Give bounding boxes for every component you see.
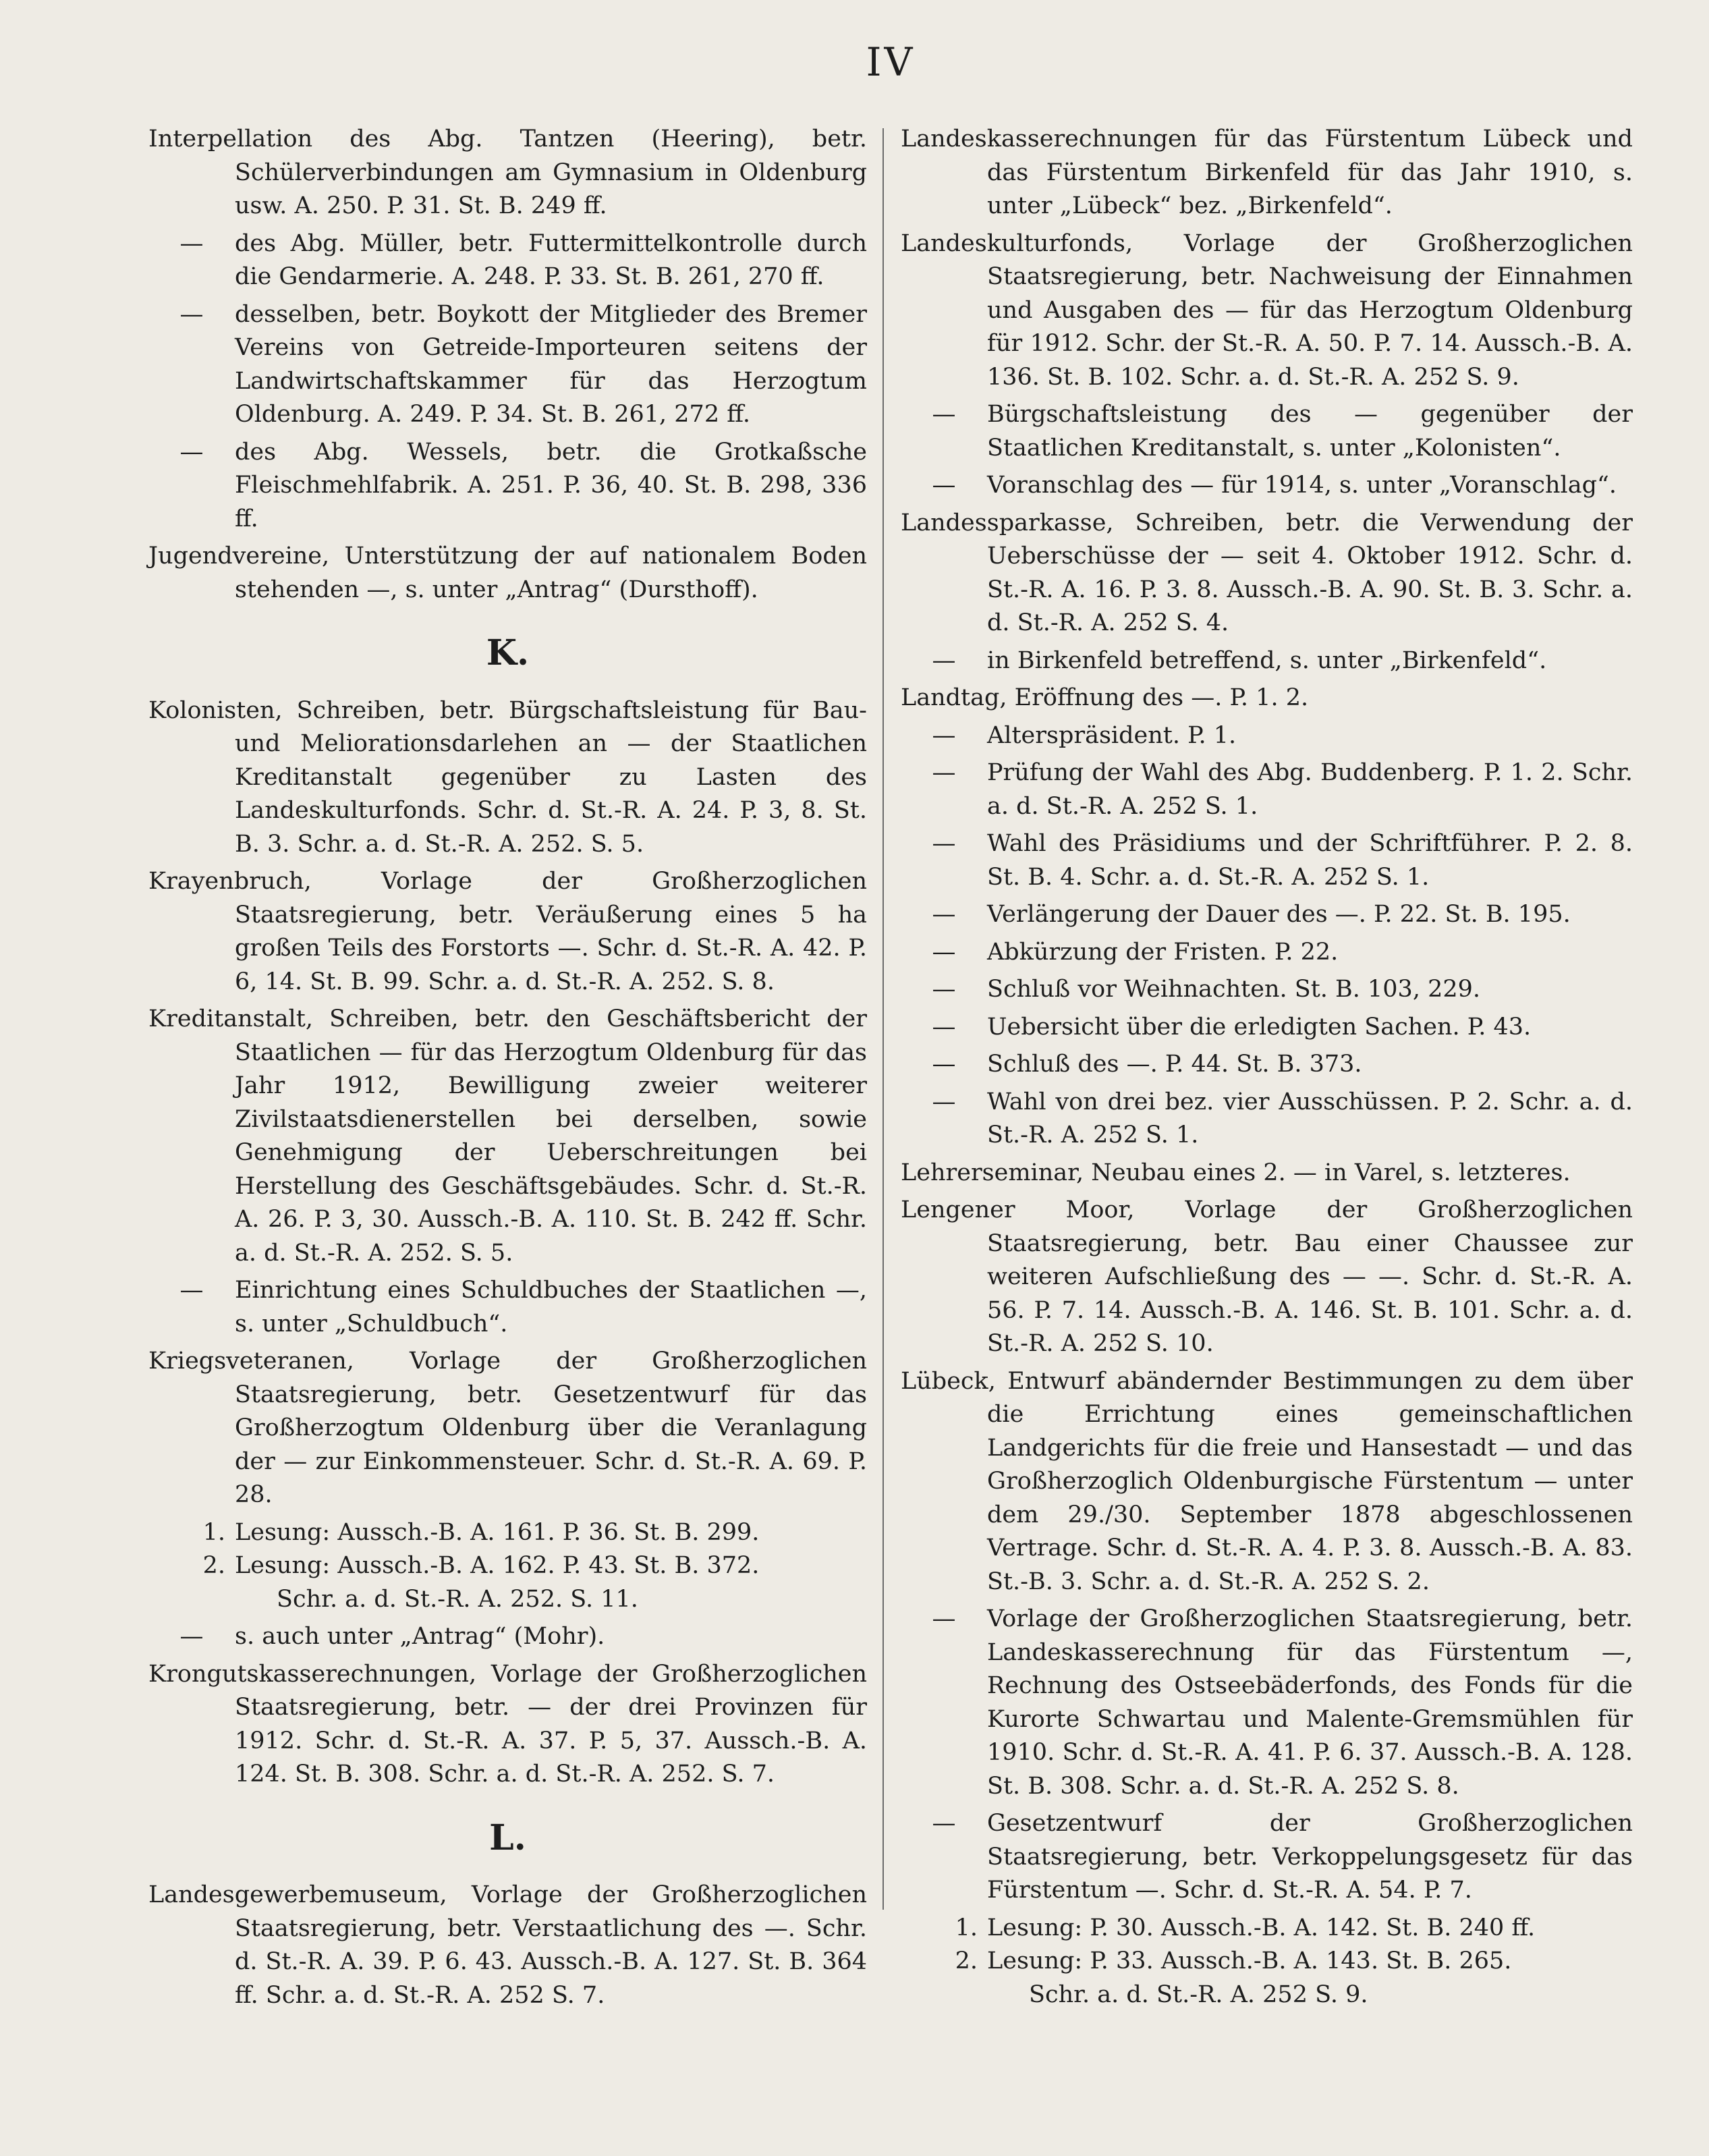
ditto-dash: — (932, 1051, 956, 1078)
index-entry (901, 682, 1633, 715)
index-entry (148, 540, 867, 607)
index-subentry (901, 398, 1633, 465)
index-entry (148, 865, 867, 999)
index-entry (148, 1879, 867, 2012)
ditto-dash: — (932, 1605, 956, 1632)
ditto-dash: — (179, 1623, 204, 1650)
ditto-dash: — (179, 229, 204, 257)
subentry-text: Wahl des Präsidiums und der Schriftführer. P. 2. 8. St. B. 4. Schr. a. d. St.-R. A. 252 S. 1. (987, 830, 1633, 891)
index-subentry (901, 827, 1633, 894)
ditto-dash: — (932, 472, 956, 499)
ditto-dash: — (932, 1088, 956, 1115)
entry-text: Kriegsveteranen, Vorlage der Großherzoglichen Staatsregierung, betr. Gesetzentwurf für das Großherzogtum Oldenburg über die Veranlagung der — zur Einkommensteuer. Schr. d. St.-R. A. 69. P. 28. (148, 1348, 867, 1508)
ditto-dash: — (932, 976, 956, 1003)
subentry-text: desselben, betr. Boykott der Mitglieder des Bremer Vereins von Getreide-Importeuren seitens der Landwirtschaftskammer für das Herzogtum Oldenburg. A. 249. P. 34. St. B. 261, 272 ff. (235, 300, 867, 428)
left-entries-l (148, 1879, 867, 2012)
index-subentry (901, 1086, 1633, 1153)
index-subentry (148, 227, 867, 294)
entry-text: Landtag, Eröffnung des —. P. 1. 2. (901, 684, 1309, 711)
left-entries (148, 123, 867, 607)
subentry-text: Uebersicht über die erledigten Sachen. P. 43. (987, 1013, 1532, 1041)
subentry-text: s. auch unter „Antrag“ (Mohr). (235, 1623, 605, 1650)
index-subentry (901, 756, 1633, 823)
reading-text: Lesung: P. 33. Aussch.-B. A. 143. St. B. 265. (987, 1947, 1512, 1974)
reading-text: Lesung: Aussch.-B. A. 162. P. 43. St. B. 372. (235, 1552, 760, 1579)
subentry-text: Wahl von drei bez. vier Ausschüssen. P. 2. Schr. a. d. St.-R. A. 252 S. 1. (987, 1088, 1633, 1149)
section-heading-k: K. (486, 632, 530, 673)
index-subentry (148, 436, 867, 536)
reading-number: 1. (955, 1914, 978, 1941)
subentry-text: Bürgschaftsleistung des — gegenüber der Staatlichen Kreditanstalt, s. unter „Kolonisten“. (987, 401, 1633, 462)
index-subentry (901, 719, 1633, 753)
continuation-line: Schr. a. d. St.-R. A. 252. S. 11. (277, 1585, 638, 1613)
ditto-dash: — (932, 759, 956, 786)
reading-line (148, 1516, 867, 1550)
reading-line (901, 1912, 1633, 1945)
ditto-dash: — (932, 1013, 956, 1041)
index-entry (901, 1194, 1633, 1361)
ditto-dash: — (932, 938, 956, 966)
index-entry (901, 507, 1633, 640)
reading-number: 2. (202, 1552, 225, 1579)
index-subentry (901, 1011, 1633, 1045)
subentry-text: Voranschlag des — für 1914, s. unter „Voranschlag“. (987, 472, 1617, 499)
entry-text: Landessparkasse, Schreiben, betr. die Verwendung der Ueberschüsse der — seit 4. Oktober 1912. Schr. d. St.-R. A. 16. P. 3. 8. Aussch.-B. A. 90. St. B. 3. Schr. a. d. St.-R. A. 252 S. 4. (901, 509, 1633, 636)
entry-text: Krayenbruch, Vorlage der Großherzoglichen Staatsregierung, betr. Veräußerung eines 5 ha großen Teils des Forstorts —. Schr. d. St.-R. A. 42. P. 6, 14. St. B. 99. Schr. a. d. St.-R. A. 252. S. 8. (148, 868, 867, 995)
index-entry (148, 1003, 867, 1270)
subentry-text: Schluß vor Weihnachten. St. B. 103, 229. (987, 976, 1481, 1003)
index-subentry (148, 298, 867, 432)
entry-text: Lübeck, Entwurf abändernder Bestimmungen zu dem über die Errichtung eines gemeinschaftlichen Landgerichts für die freie und Hansestadt — und das Großherzoglich Oldenburgische Fürstentum — unter dem 29./30. September 1878 abgeschlossenen Vertrage. Schr. d. St.-R. A. 4. P. 3. 8. Aussch.-B. A. 83. St.-B. 3. Schr. a. d. St.-R. A. 252 S. 2. (901, 1367, 1633, 1595)
reading-text: Lesung: P. 30. Aussch.-B. A. 142. St. B. 240 ff. (987, 1914, 1536, 1941)
ditto-dash: — (932, 830, 956, 857)
index-entry (901, 227, 1633, 395)
subentry-text: Verlängerung der Dauer des —. P. 22. St. B. 195. (987, 901, 1571, 928)
left-entries-k (148, 694, 867, 1792)
index-subentry (901, 644, 1633, 678)
index-entry (148, 123, 867, 223)
ditto-dash: — (932, 721, 956, 749)
index-entry (148, 694, 867, 862)
column-divider (882, 128, 884, 1910)
reading-number: 1. (202, 1518, 225, 1546)
ditto-dash: — (932, 1810, 956, 1837)
entry-text: Kolonisten, Schreiben, betr. Bürgschaftsleistung für Bau- und Meliorationsdarlehen an — der Staatlichen Kreditanstalt gegenüber zu Lasten des Landeskulturfonds. Schr. d. St.-R. A. 24. P. 3, 8. St. B. 3. Schr. a. d. St.-R. A. 252. S. 5. (148, 696, 867, 858)
left-column (148, 123, 867, 2016)
ditto-dash: — (932, 401, 956, 428)
entry-text: Landeskasserechnungen für das Fürstentum Lübeck und das Fürstentum Birkenfeld für das Jahr 1910, s. unter „Lübeck“ bez. „Birkenfeld“. (901, 126, 1633, 219)
index-entry (148, 1658, 867, 1792)
subentry-text: Abkürzung der Fristen. P. 22. (987, 938, 1339, 966)
index-subentry (901, 1807, 1633, 1908)
page-number: IV (866, 39, 916, 85)
subentry-text: Einrichtung eines Schuldbuches der Staatlichen —, s. unter „Schuldbuch“. (235, 1277, 867, 1337)
reading-number: 2. (955, 1947, 978, 1974)
subentry-text: Prüfung der Wahl des Abg. Buddenberg. P. 1. 2. Schr. a. d. St.-R. A. 252 S. 1. (987, 759, 1633, 820)
subentry-text: Gesetzentwurf der Großherzoglichen Staatsregierung, betr. Verkoppelungsgesetz für das Fürstentum —. Schr. d. St.-R. A. 54. P. 7. (987, 1810, 1633, 1904)
subentry-text: Vorlage der Großherzoglichen Staatsregierung, betr. Landeskasserechnung für das Fürstentum —, Rechnung des Ostseebäderfonds, des Fonds für die Kurorte Schwartau und Malente-Gremsmühlen für 1910. Schr. d. St.-R. A. 41. P. 6. 37. Aussch.-B. A. 128. St. B. 308. Schr. a. d. St.-R. A. 252 S. 8. (987, 1605, 1633, 1800)
section-heading-l: L. (489, 1817, 526, 1858)
ditto-dash: — (932, 646, 956, 674)
entry-text: Kreditanstalt, Schreiben, betr. den Geschäftsbericht der Staatlichen — für das Herzogtum Oldenburg für das Jahr 1912, Bewilligung zweier weiterer Zivilstaatsdienerstellen bei derselben, sowie Genehmigung der Ueberschreitungen bei Herstellung des Geschäftsgebäudes. Schr. d. St.-R. A. 26. P. 3, 30. Aussch.-B. A. 110. St. B. 242 ff. Schr. a. d. St.-R. A. 252. S. 5. (148, 1005, 867, 1267)
index-subentry (901, 469, 1633, 503)
right-entries (901, 123, 1633, 2012)
entry-text: Krongutskasserechnungen, Vorlage der Großherzoglichen Staatsregierung, betr. — der drei Provinzen für 1912. Schr. d. St.-R. A. 37. P. 5, 37. Aussch.-B. A. 124. St. B. 308. Schr. a. d. St.-R. A. 252. S. 7. (148, 1660, 867, 1788)
index-subentry (148, 1620, 867, 1654)
index-subentry (901, 1048, 1633, 1082)
index-entry (901, 123, 1633, 223)
entry-text: Interpellation des Abg. Tantzen (Heering), betr. Schülerverbindungen am Gymnasium in Oldenburg usw. A. 250. P. 31. St. B. 249 ff. (148, 126, 867, 219)
subentry-text: des Abg. Wessels, betr. die Grotkaßsche Fleischmehlfabrik. A. 251. P. 36, 40. St. B. 298, 336 ff. (235, 438, 867, 532)
entry-text: Lehrerseminar, Neubau eines 2. — in Varel, s. letzteres. (901, 1159, 1571, 1186)
reading-line (901, 1945, 1633, 1979)
entry-text: Jugendvereine, Unterstützung der auf nationalem Boden stehenden —, s. unter „Antrag“ (Dursthoff). (148, 543, 867, 603)
subentry-text: Alterspräsident. P. 1. (987, 721, 1237, 749)
reading-text: Lesung: Aussch.-B. A. 161. P. 36. St. B. 299. (235, 1518, 760, 1546)
right-column (901, 123, 1633, 2016)
subentry-text: Schluß des —. P. 44. St. B. 373. (987, 1051, 1362, 1078)
entry-text: Landesgewerbemuseum, Vorlage der Großherzoglichen Staatsregierung, betr. Verstaatlichung des —. Schr. d. St.-R. A. 39. P. 6. 43. Aussch.-B. A. 127. St. B. 364 ff. Schr. a. d. St.-R. A. 252 S. 7. (148, 1881, 867, 2009)
index-subentry (901, 973, 1633, 1007)
subentry-text: in Birkenfeld betreffend, s. unter „Birkenfeld“. (987, 646, 1547, 674)
index-subentry (901, 936, 1633, 970)
subentry-text: des Abg. Müller, betr. Futtermittelkontrolle durch die Gendarmerie. A. 248. P. 33. St. B. 261, 270 ff. (235, 229, 867, 290)
entry-text: Lengener Moor, Vorlage der Großherzoglichen Staatsregierung, betr. Bau einer Chaussee zur weiteren Aufschließung des — —. Schr. d. St.-R. A. 56. P. 7. 14. Aussch.-B. A. 146. St. B. 101. Schr. a. d. St.-R. A. 252 S. 10. (901, 1196, 1633, 1357)
ditto-dash: — (179, 1277, 204, 1304)
ditto-dash: — (932, 901, 956, 928)
index-entry (148, 1345, 867, 1512)
ditto-dash: — (179, 300, 204, 328)
index-subentry (901, 898, 1633, 932)
ditto-dash: — (179, 438, 204, 466)
index-entry (901, 1365, 1633, 1599)
index-entry (901, 1157, 1633, 1190)
reading-line (148, 1549, 867, 1583)
continuation-line: Schr. a. d. St.-R. A. 252 S. 9. (1029, 1981, 1368, 2008)
index-subentry (901, 1603, 1633, 1803)
entry-text: Landeskulturfonds, Vorlage der Großherzoglichen Staatsregierung, betr. Nachweisung der Einnahmen und Ausgaben des — für das Herzogtum Oldenburg für 1912. Schr. der St.-R. A. 50. P. 7. 14. Aussch.-B. A. 136. St. B. 102. Schr. a. d. St.-R. A. 252 S. 9. (901, 229, 1633, 391)
index-subentry (148, 1274, 867, 1341)
